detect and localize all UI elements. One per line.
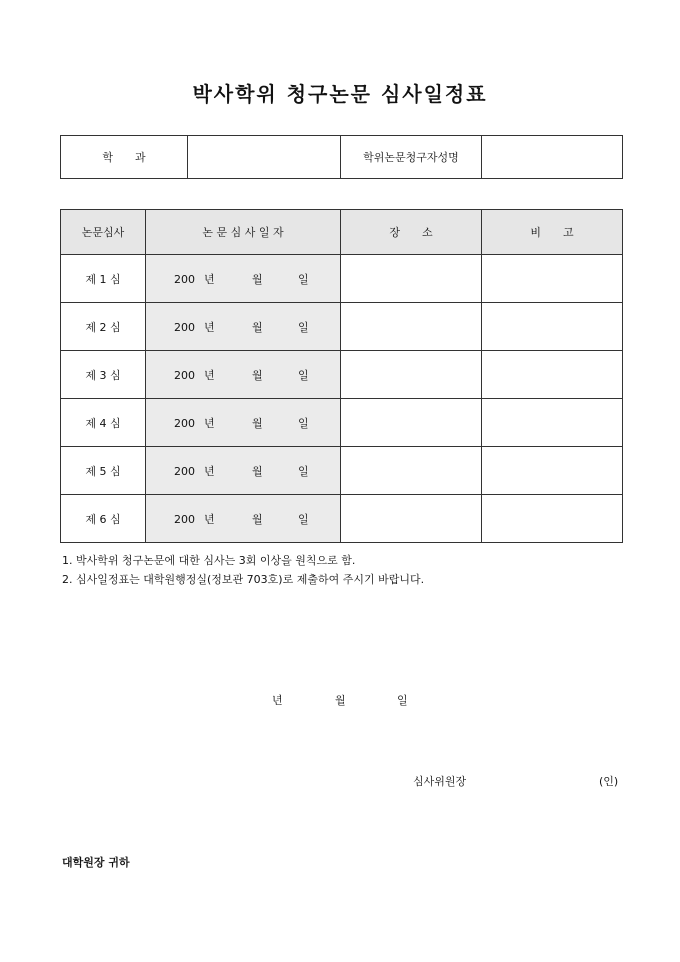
date-year-unit: 년 — [204, 512, 215, 526]
date-month-unit: 월 — [252, 464, 263, 478]
date-year-label: 년 — [272, 694, 283, 707]
remark-field[interactable] — [482, 303, 623, 351]
round-label: 제 5 심 — [61, 447, 146, 495]
remark-field[interactable] — [482, 351, 623, 399]
addressee: 대학원장 귀하 — [62, 856, 130, 869]
date-day-label: 일 — [397, 694, 408, 707]
schedule-row — [61, 495, 623, 543]
date-year-prefix: 200 — [174, 464, 195, 478]
date-month-unit: 월 — [252, 320, 263, 334]
schedule-row — [61, 303, 623, 351]
schedule-row — [61, 255, 623, 303]
date-year-prefix: 200 — [174, 368, 195, 382]
date-month-unit: 월 — [252, 416, 263, 430]
review-date-cell[interactable] — [146, 255, 341, 303]
review-date-cell[interactable] — [146, 399, 341, 447]
round-label: 제 6 심 — [61, 495, 146, 543]
place-field[interactable] — [341, 495, 482, 543]
date-day-unit: 일 — [298, 512, 309, 526]
header-date: 논 문 심 사 일 자 — [146, 210, 341, 255]
date-year-prefix: 200 — [174, 272, 195, 286]
round-label: 제 2 심 — [61, 303, 146, 351]
date-year-unit: 년 — [204, 320, 215, 334]
remark-field[interactable] — [482, 255, 623, 303]
date-month-label: 월 — [335, 694, 346, 707]
date-year-unit: 년 — [204, 416, 215, 430]
schedule-table — [60, 209, 623, 543]
review-date-cell[interactable] — [146, 351, 341, 399]
schedule-row — [61, 399, 623, 447]
review-date-cell[interactable] — [146, 447, 341, 495]
dept-field[interactable] — [188, 136, 341, 179]
header-round: 논문심사 — [61, 210, 146, 255]
place-field[interactable] — [341, 303, 482, 351]
date-month-unit: 월 — [252, 272, 263, 286]
date-month-unit: 월 — [252, 512, 263, 526]
header-place: 장 소 — [341, 210, 482, 255]
place-field[interactable] — [341, 447, 482, 495]
date-year-unit: 년 — [204, 272, 215, 286]
date-year-prefix: 200 — [174, 320, 195, 334]
date-month-unit: 월 — [252, 368, 263, 382]
review-date-cell[interactable] — [146, 303, 341, 351]
applicant-name-label: 학위논문청구자성명 — [341, 136, 482, 179]
date-day-unit: 일 — [298, 368, 309, 382]
place-field[interactable] — [341, 399, 482, 447]
review-date-cell[interactable] — [146, 495, 341, 543]
date-year-unit: 년 — [204, 368, 215, 382]
remark-field[interactable] — [482, 447, 623, 495]
remark-field[interactable] — [482, 399, 623, 447]
date-day-unit: 일 — [298, 272, 309, 286]
round-label: 제 3 심 — [61, 351, 146, 399]
date-year-prefix: 200 — [174, 512, 195, 526]
place-field[interactable] — [341, 255, 482, 303]
note-2: 2. 심사일정표는 대학원행정실(정보관 703호)로 제출하여 주시기 바랍니다. — [62, 573, 425, 586]
seal-mark: (인) — [599, 775, 619, 788]
round-label: 제 4 심 — [61, 399, 146, 447]
note-1: 1. 박사학위 청구논문에 대한 심사는 3회 이상을 원칙으로 함. — [62, 554, 356, 567]
remark-field[interactable] — [482, 495, 623, 543]
date-year-prefix: 200 — [174, 416, 195, 430]
place-field[interactable] — [341, 351, 482, 399]
schedule-row — [61, 447, 623, 495]
dept-label: 학 과 — [61, 136, 188, 179]
schedule-row — [61, 351, 623, 399]
date-day-unit: 일 — [298, 464, 309, 478]
date-day-unit: 일 — [298, 320, 309, 334]
applicant-info-table — [60, 135, 623, 179]
date-year-unit: 년 — [204, 464, 215, 478]
date-day-unit: 일 — [298, 416, 309, 430]
header-note: 비 고 — [482, 210, 623, 255]
round-label: 제 1 심 — [61, 255, 146, 303]
applicant-name-field[interactable] — [482, 136, 623, 179]
committee-chair-label: 심사위원장 — [413, 775, 467, 788]
page-title: 박사학위 청구논문 심사일정표 — [192, 82, 488, 106]
